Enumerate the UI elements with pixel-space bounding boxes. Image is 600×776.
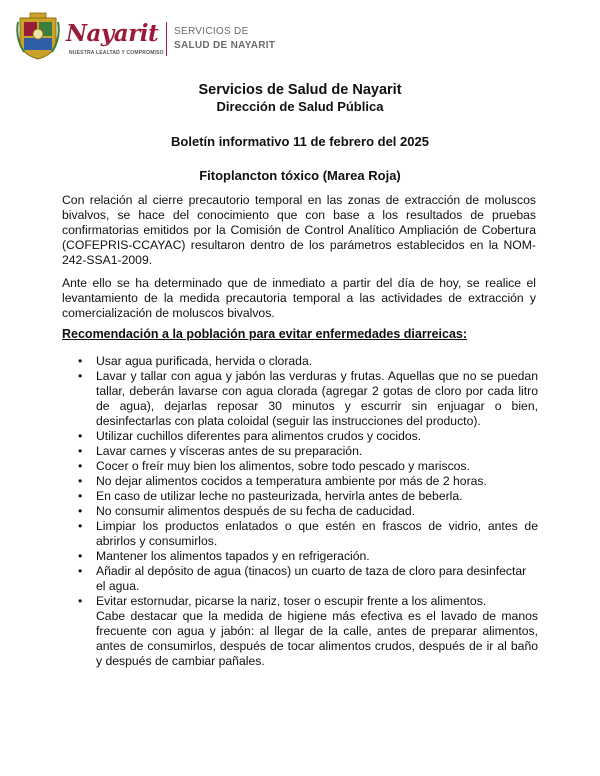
- paragraph-2: Ante ello se ha determinado que de inmediato a partir del día de hoy, se realice el levantamiento de la medida precautoria temporal a las actividades de extracción y comercialización de moluscos bivalvos.: [62, 276, 536, 320]
- institution-line-2: SALUD DE NAYARIT: [174, 40, 276, 51]
- list-item-text: No consumir alimentos después de su fecha de caducidad.: [96, 504, 416, 518]
- list-item: [78, 429, 538, 444]
- closing-note: Cabe destacar que la medida de higiene más efectiva es el lavado de manos frecuente con agua y jabón: al llegar de la calle, antes de preparar alimentos, antes de consumirlos, después de tocar alimentos crudos, después de ir al baño y después de cambiar pañales.: [96, 609, 538, 668]
- recommendation-list: [78, 354, 538, 669]
- bullet-glyph: •: [78, 564, 83, 578]
- bullet-glyph: •: [78, 519, 83, 533]
- list-item-text: Lavar y tallar con agua y jabón las verduras y frutas. Aquellas que no se puedan tallar, deberán lavarse con agua clorada (agregar 2 gotas de cloro por cada litro de agua), dejarlas reposar 30 minutos y escurrir sin enjuagar o bien, desinfectarlas con plata coloidal (seguir las instrucciones del producto).: [96, 369, 538, 428]
- list-item-text: Mantener los alimentos tapados y en refrigeración.: [96, 549, 370, 563]
- list-item-text: Cocer o freír muy bien los alimentos, sobre todo pescado y mariscos.: [96, 459, 470, 473]
- paragraph-1: Con relación al cierre precautorio temporal en las zonas de extracción de moluscos bivalvos, se hace del conocimiento que con base a los resultados de pruebas confirmatorias emitidos por la Comisión de Control Analítico Ampliación de Cobertura (COFEPRIS-CCAYAC) resultaron dentro de los parámetros establecidos en la NOM-242-SSA1-2009.: [62, 193, 536, 267]
- bulletin-title: Boletín informativo 11 de febrero del 2025: [171, 134, 429, 149]
- list-item: [78, 564, 538, 594]
- nayarit-wordmark: Nayarit: [66, 20, 159, 47]
- org-title: Servicios de Salud de Nayarit: [198, 82, 402, 98]
- list-item: [78, 594, 538, 609]
- bullet-glyph: •: [78, 549, 83, 563]
- list-item-text: Limpiar los productos enlatados o que estén en frascos de vidrio, antes de abrirlos y consumirlos.: [96, 519, 538, 548]
- bullet-glyph: •: [78, 504, 83, 518]
- header-divider: [166, 22, 167, 56]
- list-item: [78, 459, 538, 474]
- list-item: [78, 519, 538, 549]
- bullet-glyph: •: [78, 444, 83, 458]
- list-item-text: Usar agua purificada, hervida o clorada.: [96, 354, 313, 368]
- bullet-glyph: •: [78, 594, 83, 608]
- list-item-text: En caso de utilizar leche no pasteurizada, hervirla antes de beberla.: [96, 489, 463, 503]
- list-item: [78, 369, 538, 429]
- bullet-glyph: •: [78, 489, 83, 503]
- bullet-glyph: •: [78, 474, 83, 488]
- bullet-glyph: •: [78, 354, 83, 368]
- list-item: [78, 354, 538, 369]
- recommendation-heading: Recomendación a la población para evitar enfermedades diarreicas:: [62, 327, 468, 341]
- page-header: [16, 12, 346, 62]
- list-item-text: Añadir al depósito de agua (tinacos) un cuarto de taza de cloro para desinfectar el agua.: [96, 564, 527, 593]
- list-item-text: No dejar alimentos cocidos a temperatura ambiente por más de 2 horas.: [96, 474, 487, 488]
- list-item: [78, 444, 538, 459]
- list-item-text: Utilizar cuchillos diferentes para alimentos crudos y cocidos.: [96, 429, 422, 443]
- dept-title: Dirección de Salud Pública: [216, 99, 384, 114]
- bullet-glyph: •: [78, 369, 83, 383]
- subject-title: Fitoplancton tóxico (Marea Roja): [199, 168, 401, 183]
- nayarit-motto: NUESTRA LEALTAD Y COMPROMISO: [69, 50, 164, 56]
- list-item: [78, 504, 538, 519]
- bullet-glyph: •: [78, 429, 83, 443]
- list-item: [78, 549, 538, 564]
- bullet-glyph: •: [78, 459, 83, 473]
- list-item-text: Evitar estornudar, picarse la nariz, toser o escupir frente a los alimentos.: [96, 594, 487, 608]
- list-item: [78, 474, 538, 489]
- institution-line-1: SERVICIOS DE: [174, 26, 249, 37]
- nayarit-crest-icon: [16, 12, 60, 60]
- list-item-text: Lavar carnes y vísceras antes de su preparación.: [96, 444, 363, 458]
- list-item: [78, 489, 538, 504]
